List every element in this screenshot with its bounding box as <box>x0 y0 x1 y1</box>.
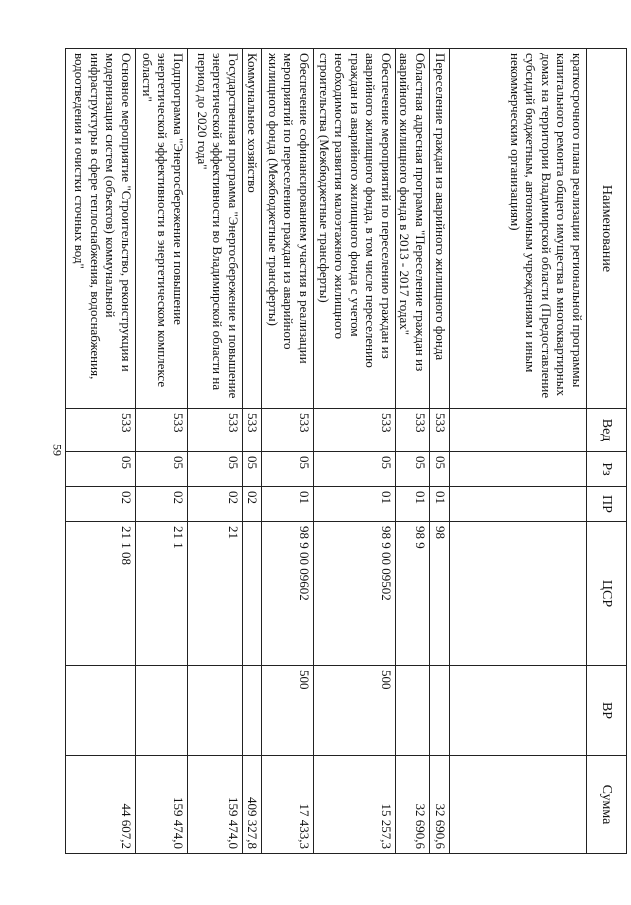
cell-name: краткосрочного плана реализации региональной программы капитального ремонта общего имущества в многоквартирных домах на территории Владимирской области (Предоставление субсидий бюджетным, автономным учреждениям и иным некоммерческим организациям) <box>450 49 587 409</box>
cell-csr: 98 9 00 09502 <box>314 522 396 666</box>
cell-ved: 533 <box>396 409 430 452</box>
cell-name: Переселение граждан из аварийного жилищного фонда <box>430 49 450 409</box>
cell-csr: 21 1 08 <box>66 522 136 666</box>
cell-pr: 01 <box>430 487 450 522</box>
cell-csr: 21 <box>188 522 243 666</box>
cell-ved: 533 <box>136 409 188 452</box>
cell-pr: 02 <box>188 487 243 522</box>
cell-pr: 02 <box>66 487 136 522</box>
col-header-csr: ЦСР <box>587 522 627 666</box>
cell-sum: 409 327,8 <box>243 756 262 854</box>
table-row <box>243 49 262 854</box>
cell-ved: 533 <box>243 409 262 452</box>
cell-sum: 159 474,0 <box>188 756 243 854</box>
cell-rz: 05 <box>136 452 188 487</box>
table-row <box>450 49 587 854</box>
cell-sum: 32 690,6 <box>430 756 450 854</box>
col-header-vr: ВР <box>587 666 627 756</box>
cell-rz: 05 <box>188 452 243 487</box>
cell-ved: 533 <box>188 409 243 452</box>
cell-pr: 01 <box>396 487 430 522</box>
cell-vr <box>136 666 188 756</box>
cell-rz: 05 <box>243 452 262 487</box>
cell-ved: 533 <box>430 409 450 452</box>
cell-rz: 05 <box>396 452 430 487</box>
cell-name: Основное мероприятие "Строительство, реконструкция и модернизация систем (объектов) коммунальной инфраструктуры в сфере теплоснабжения, водоснабжения, водоотведения и очистки сточных вод" <box>66 49 136 409</box>
cell-vr <box>396 666 430 756</box>
cell-ved: 533 <box>66 409 136 452</box>
cell-rz: 05 <box>66 452 136 487</box>
cell-vr <box>66 666 136 756</box>
cell-name: Государственная программа "Энергосбережение и повышение энергетической эффективности во Владимирской области на период до 2020 года" <box>188 49 243 409</box>
cell-csr: 98 9 <box>396 522 430 666</box>
cell-csr <box>243 522 262 666</box>
cell-pr <box>450 487 587 522</box>
cell-sum: 17 433,3 <box>262 756 314 854</box>
cell-vr <box>430 666 450 756</box>
col-header-rz: Рз <box>587 452 627 487</box>
page-number: 59 <box>50 444 65 456</box>
cell-sum: 32 690,6 <box>396 756 430 854</box>
cell-sum: 44 607,2 <box>66 756 136 854</box>
col-header-ved: Вед <box>587 409 627 452</box>
cell-csr: 98 <box>430 522 450 666</box>
table-row <box>188 49 243 854</box>
cell-csr: 21 1 <box>136 522 188 666</box>
table-row <box>314 49 396 854</box>
cell-sum <box>450 756 587 854</box>
col-header-name: Наименование <box>587 49 627 409</box>
cell-name: Обеспечение мероприятий по переселению граждан из аварийного жилищного фонда, в том числе переселению граждан из аварийного жилищного фонда с учетом необходимости развития малоэтажного жилищного строительства (Межбюджетные трансферты) <box>314 49 396 409</box>
cell-pr: 01 <box>262 487 314 522</box>
cell-name: Областная адресная программа "Переселение граждан из аварийного жилищного фонда в 2013 - 2017 годах" <box>396 49 430 409</box>
header-row <box>587 49 627 854</box>
col-header-pr: ПР <box>587 487 627 522</box>
cell-name: Подпрограмма "Энергосбережение и повышение энергетической эффективности в энергетическом комплексе области" <box>136 49 188 409</box>
cell-sum: 15 257,3 <box>314 756 396 854</box>
table-row <box>136 49 188 854</box>
cell-rz: 05 <box>430 452 450 487</box>
cell-pr: 01 <box>314 487 396 522</box>
cell-vr <box>450 666 587 756</box>
cell-vr <box>188 666 243 756</box>
cell-ved: 533 <box>314 409 396 452</box>
cell-rz: 05 <box>262 452 314 487</box>
budget-table <box>65 48 627 854</box>
cell-rz: 05 <box>314 452 396 487</box>
rotated-table-container <box>72 48 627 853</box>
cell-pr: 02 <box>243 487 262 522</box>
cell-vr: 500 <box>262 666 314 756</box>
cell-sum: 159 474,0 <box>136 756 188 854</box>
cell-pr: 02 <box>136 487 188 522</box>
cell-vr <box>243 666 262 756</box>
cell-rz <box>450 452 587 487</box>
col-header-sum: Сумма <box>587 756 627 854</box>
cell-vr: 500 <box>314 666 396 756</box>
cell-csr: 98 9 00 09602 <box>262 522 314 666</box>
cell-ved: 533 <box>262 409 314 452</box>
cell-name: Обеспечение софинансированием участия в реализации мероприятий по переселению граждан из аварийного жилищного фонда (Межбюджетные трансферты) <box>262 49 314 409</box>
table-row <box>262 49 314 854</box>
cell-ved <box>450 409 587 452</box>
cell-name: Коммунальное хозяйство <box>243 49 262 409</box>
table-row <box>430 49 450 854</box>
table-row <box>66 49 136 854</box>
cell-csr <box>450 522 587 666</box>
table-row <box>396 49 430 854</box>
